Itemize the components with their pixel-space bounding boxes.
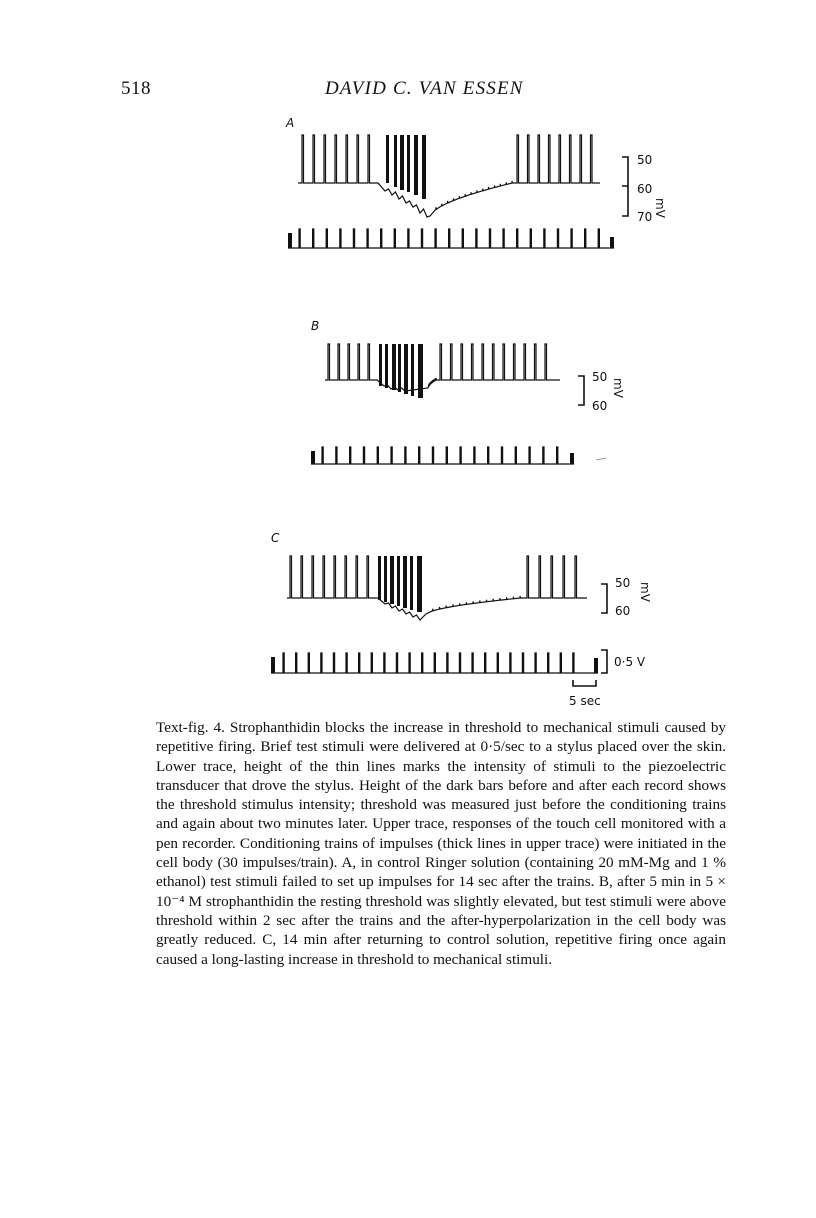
threshold-bar-after	[610, 237, 614, 248]
stimulus-line	[288, 229, 614, 248]
trace-line	[325, 344, 560, 391]
threshold-bar-before	[271, 657, 275, 673]
panel-a-response-trace	[298, 135, 600, 217]
panel-c-time-scale	[569, 680, 601, 708]
threshold-bar-before	[311, 451, 315, 464]
panel-label-a: A	[286, 116, 295, 130]
panel-b-unit-mv: mV	[611, 378, 625, 398]
panel-a-scale-50: 50	[637, 153, 653, 167]
conditioning-train-bar	[410, 556, 413, 610]
panel-c-scale-50: 50	[615, 576, 631, 590]
conditioning-train-bar	[384, 556, 387, 602]
stray-mark	[596, 458, 606, 460]
conditioning-train-bar	[422, 135, 426, 199]
trace-line	[287, 556, 587, 620]
threshold-bar-after	[594, 658, 598, 673]
conditioning-train-bar	[418, 344, 423, 398]
panel-b-scale-60: 60	[592, 399, 608, 413]
panel-label-b: B	[311, 319, 320, 333]
conditioning-train-bar	[385, 344, 388, 388]
conditioning-train-bar	[414, 135, 418, 195]
conditioning-train-bar	[404, 344, 408, 394]
stimulus-line	[311, 447, 574, 464]
stimulus-line	[271, 653, 598, 673]
conditioning-train-bar	[394, 135, 397, 187]
conditioning-train-bar	[390, 556, 394, 604]
panel-c-stimulus-trace	[271, 653, 598, 673]
conditioning-train-bar	[379, 344, 382, 386]
conditioning-train-bar	[397, 556, 400, 606]
panel-c-stimulus-scale	[601, 650, 646, 673]
panel-c-response-trace	[287, 556, 587, 620]
trace-line	[298, 135, 600, 217]
conditioning-train-bar	[386, 135, 389, 183]
panel-c-time-value: 5 sec	[569, 694, 601, 708]
panel-c-unit-mv: mV	[638, 582, 652, 602]
panel-c-scale-60: 60	[615, 604, 631, 618]
panel-label-c: C	[271, 531, 280, 545]
panel-c-voltage-scale	[601, 576, 652, 618]
panel-c-stimulus-value: 0·5 V	[614, 655, 646, 669]
panel-b-response-trace	[325, 344, 560, 398]
conditioning-train-bar	[392, 344, 396, 390]
conditioning-train-bar	[398, 344, 401, 392]
caption-label: Text-fig. 4.	[156, 719, 225, 736]
conditioning-train-bar	[400, 135, 404, 190]
figure-caption	[156, 718, 726, 969]
panel-a-scale-70: 70	[637, 210, 653, 224]
conditioning-train-bar	[411, 344, 414, 396]
panel-a-unit-mv: mV	[653, 198, 667, 218]
conditioning-train-bar	[378, 556, 381, 600]
conditioning-train-bar	[407, 135, 410, 192]
page-number: 518	[121, 78, 151, 99]
panel-a-voltage-scale	[622, 153, 667, 224]
threshold-bar-before	[288, 233, 292, 248]
caption-text: Strophanthidin blocks the increase in threshold to mechanical stimuli caused by repetitive firing. Brief test stimuli were delivered at 0·5/sec to a stylus placed over the skin. Lower trace, height of the thin lines marks the intensity of stimuli to the piezoelectric transducer that drove the stylus. Height of the dark bars before and after each record shows the threshold stimulus intensity; threshold was measured just before the conditioning trains and again about two minutes later. Upper trace, responses of the touch cell monitored with a pen recorder. Conditioning trains of impulses (thick lines in upper trace) were initiated in the cell body (30 impulses/train). A, in control Ringer solution (containing 20 mM-Mg and 1 % ethanol) test stimuli failed to set up impulses for 14 sec after the trains. B, after 5 min in 5 × 10⁻⁴ M strophanthidin the resting threshold was slightly elevated, but test stimuli were above threshold within 2 sec after the trains and the after-hyperpolarization in the cell body was greatly reduced. C, 14 min after returning to control solution, repetitive firing once again caused a long-lasting increase in threshold to mechanical stimuli.	[156, 719, 727, 968]
conditioning-train-bar	[417, 556, 422, 612]
threshold-bar-after	[570, 453, 574, 464]
panel-a-stimulus-trace	[288, 229, 614, 248]
panel-a-scale-60: 60	[637, 182, 653, 196]
panel-b-scale-50: 50	[592, 370, 608, 384]
conditioning-train-bar	[403, 556, 407, 608]
running-head: DAVID C. VAN ESSEN	[325, 78, 524, 99]
panel-b-stimulus-trace	[311, 447, 574, 464]
panel-b-voltage-scale	[578, 370, 625, 413]
